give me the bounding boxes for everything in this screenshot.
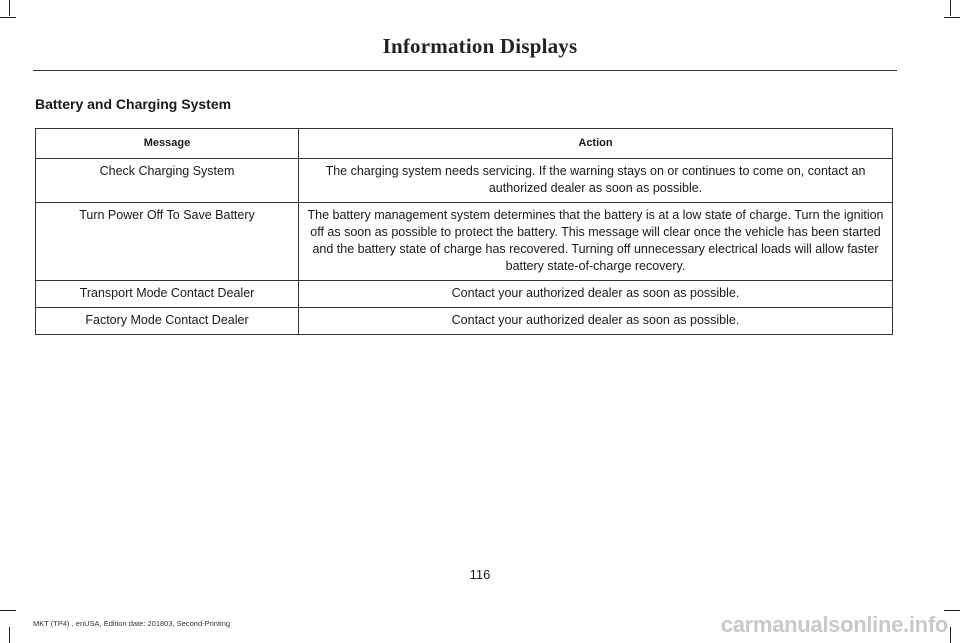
crop-mark [9,627,10,643]
crop-mark [9,0,10,16]
crop-mark [0,610,16,611]
crop-mark [950,0,951,16]
title-divider [33,70,897,71]
message-table [35,128,893,335]
table-row [36,281,893,308]
message-cell: Factory Mode Contact Dealer [36,308,299,335]
column-header-action: Action [299,129,893,159]
action-cell: The battery management system determines that the battery is at a low state of charge. Turn the ignition off as soon as possible to protect the battery. This message will clear once the vehicle has been started and the battery state of charge has recovered. Turning off unnecessary electrical loads will allow faster battery state-of-charge recovery. [299,203,893,281]
table-row [36,159,893,203]
action-cell: The charging system needs servicing. If the warning stays on or continues to come on, contact an authorized dealer as soon as possible. [299,159,893,203]
action-cell: Contact your authorized dealer as soon as possible. [299,281,893,308]
crop-mark [0,17,16,18]
crop-mark [944,610,960,611]
crop-mark [950,627,951,643]
page-title: Information Displays [382,34,578,58]
message-cell: Turn Power Off To Save Battery [36,203,299,281]
action-cell: Contact your authorized dealer as soon as possible. [299,308,893,335]
table-row [36,308,893,335]
column-header-message: Message [36,129,299,159]
section-heading: Battery and Charging System [35,96,232,112]
message-cell: Check Charging System [36,159,299,203]
page-number: 116 [469,567,491,582]
message-cell: Transport Mode Contact Dealer [36,281,299,308]
edition-footer: MKT (TP4) , enUSA, Edition date: 201803, Second-Printing [33,619,231,628]
table-header-row [36,129,893,159]
table-row [36,203,893,281]
crop-mark [944,17,960,18]
watermark: carmanualsonline.info [720,612,948,637]
